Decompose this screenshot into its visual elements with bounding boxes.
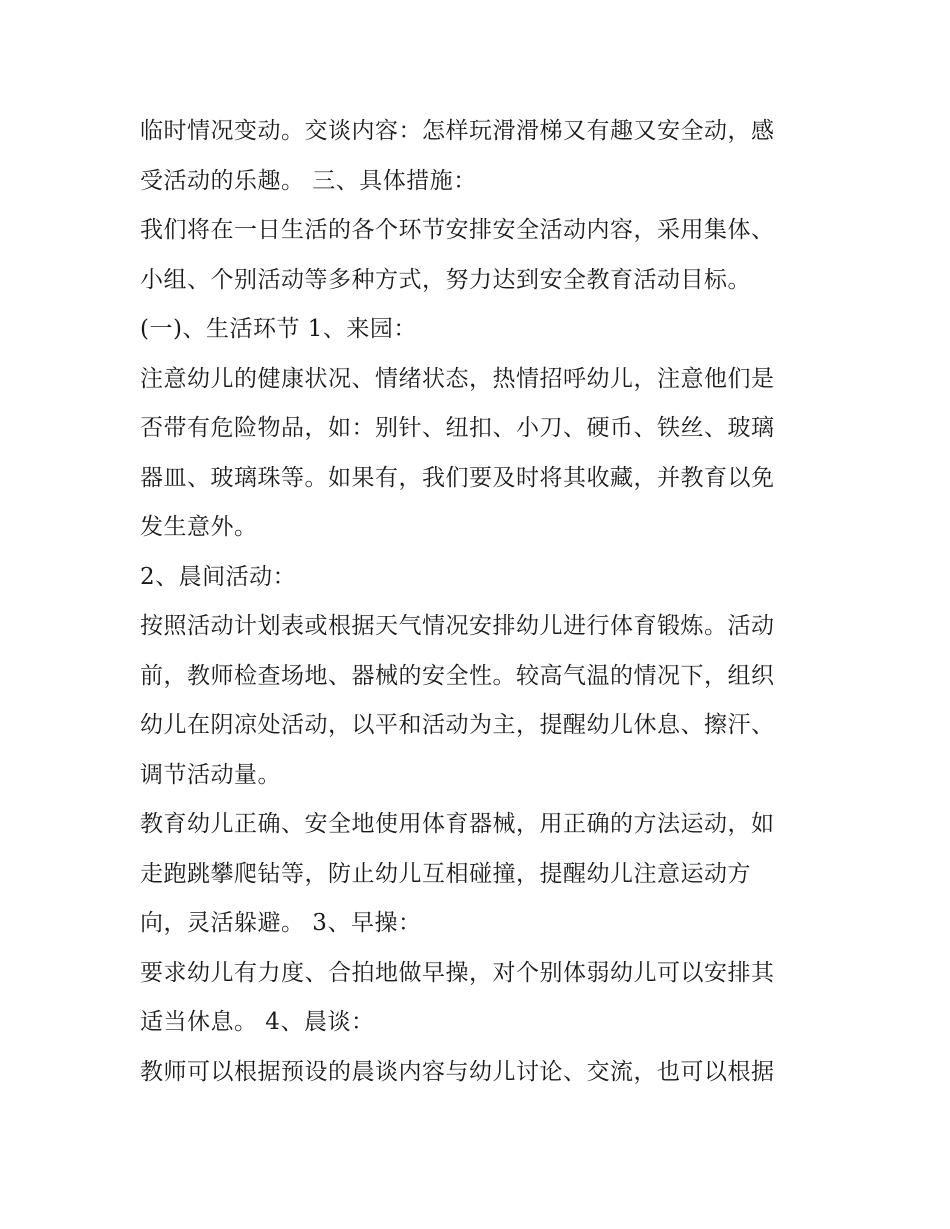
text-line: 发生意外。 xyxy=(140,514,258,540)
text-line: (一)、生活环节 1、来园： xyxy=(140,316,417,342)
text-line: 受活动的乐趣。 三、具体措施： xyxy=(140,168,477,194)
text-line: 按照活动计划表或根据天气情况安排幼儿进行体育锻炼。活动 xyxy=(140,613,775,639)
text-line: 2、晨间活动： xyxy=(140,564,297,590)
text-line: 适当休息。 4、晨谈： xyxy=(140,1009,375,1035)
text-line: 我们将在一日生活的各个环节安排安全活动内容，采用集体、 xyxy=(140,217,775,243)
text-line: 调节活动量。 xyxy=(140,762,281,788)
text-line: 器皿、玻璃珠等。如果有，我们要及时将其收藏，并教育以免 xyxy=(140,465,775,491)
text-line: 小组、个别活动等多种方式，努力达到安全教育活动目标。 xyxy=(140,267,751,293)
text-line: 教育幼儿正确、安全地使用体育器械，用正确的方法运动，如 xyxy=(140,811,775,837)
text-line: 注意幼儿的健康状况、情绪状态，热情招呼幼儿，注意他们是 xyxy=(140,366,775,392)
text-line: 走跑跳攀爬钻等，防止幼儿互相碰撞，提醒幼儿注意运动方 xyxy=(140,861,751,887)
text-line: 前，教师检查场地、器械的安全性。较高气温的情况下，组织 xyxy=(140,663,775,689)
text-line: 要求幼儿有力度、合拍地做早操，对个别体弱幼儿可以安排其 xyxy=(140,960,775,986)
text-line: 向，灵活躲避。 3、早操： xyxy=(140,910,422,936)
text-line: 教师可以根据预设的晨谈内容与幼儿讨论、交流，也可以根据 xyxy=(140,1059,775,1085)
text-line: 否带有危险物品，如：别针、纽扣、小刀、硬币、铁丝、玻璃 xyxy=(140,415,775,441)
text-line: 临时情况变动。交谈内容：怎样玩滑滑梯又有趣又安全动，感 xyxy=(140,118,775,144)
text-line: 幼儿在阴凉处活动，以平和活动为主，提醒幼儿休息、擦汗、 xyxy=(140,712,775,738)
